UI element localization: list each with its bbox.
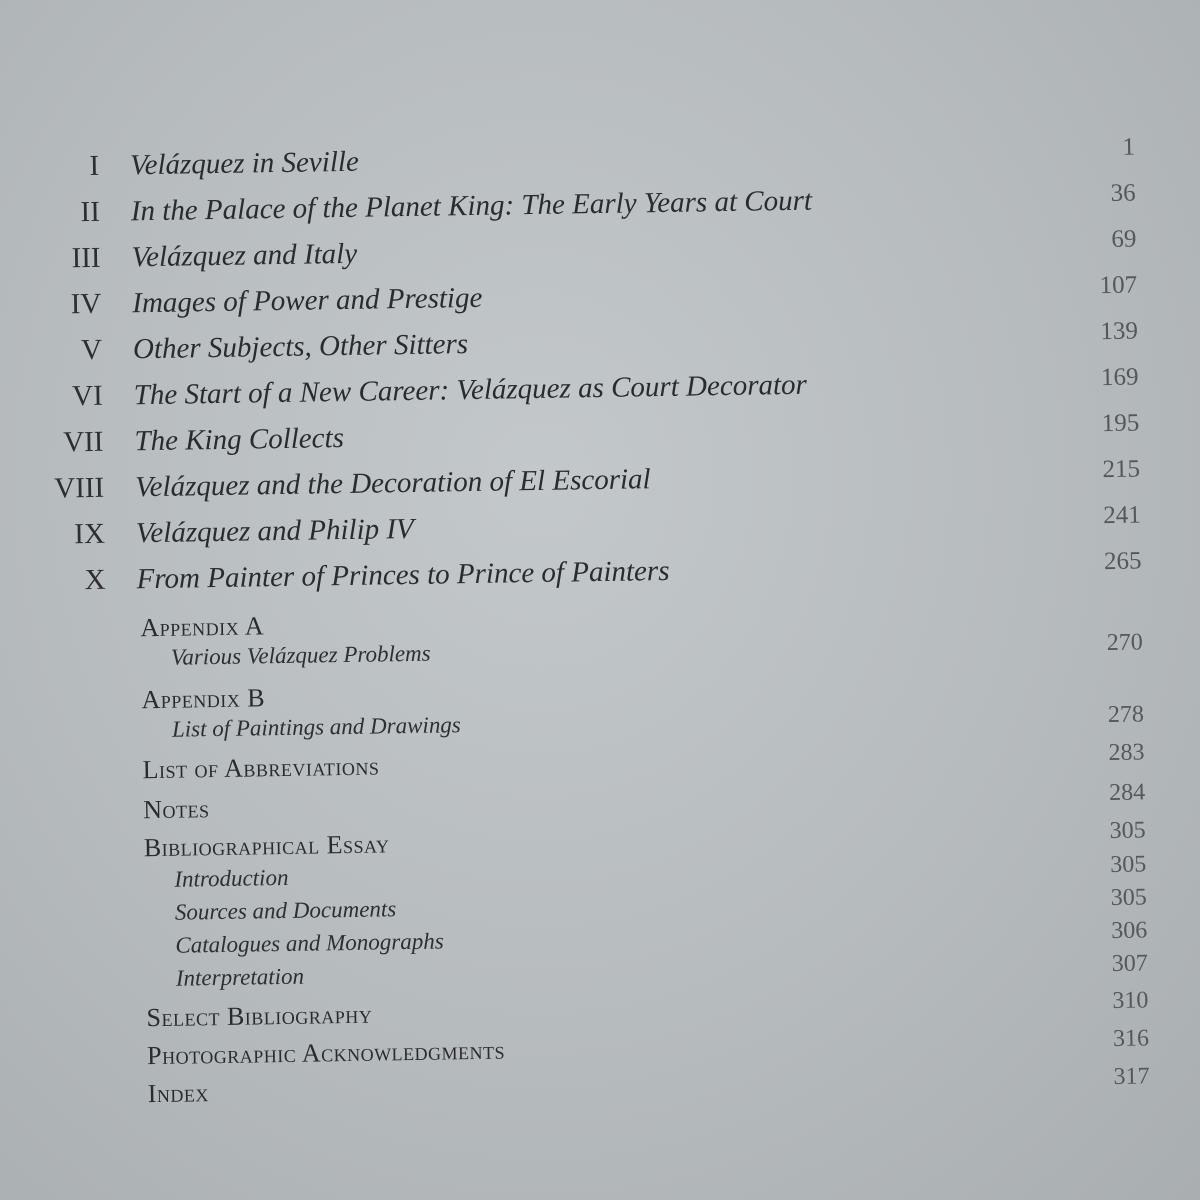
page-number: 307 (1111, 950, 1148, 978)
chapter-number: IV (70, 287, 102, 321)
page-number: 317 (1113, 1063, 1150, 1090)
chapter-title: From Painter of Princes to Prince of Painters (136, 554, 670, 596)
chapter-title: Images of Power and Prestige (132, 281, 483, 320)
essay-section-label: Interpretation (175, 963, 305, 991)
essay-section-label: Sources and Documents (174, 896, 397, 925)
page-number: 305 (1110, 884, 1147, 912)
page-number: 283 (1108, 739, 1145, 767)
appendix-a-subtitle: Various Velázquez Problems (170, 640, 431, 670)
chapter-title: In the Palace of the Planet King: The Early Years at Court (130, 184, 813, 228)
page-number: 306 (1111, 917, 1148, 945)
chapter-title: Velázquez in Seville (129, 145, 360, 182)
page-number: 215 (1102, 455, 1141, 484)
chapter-number: VIII (54, 471, 105, 505)
page-number: 278 (1107, 701, 1145, 729)
page-number: 305 (1110, 851, 1147, 879)
page-number: 241 (1103, 501, 1141, 530)
appendix-a-label: Appendix A (140, 611, 265, 643)
page-number: 69 (1111, 225, 1137, 253)
appendix-b-label: Appendix B (141, 683, 266, 715)
chapter-number: VII (62, 425, 104, 459)
chapter-number: III (71, 241, 101, 275)
page-number: 265 (1103, 547, 1142, 576)
chapter-number: V (80, 333, 103, 367)
essay-section-label: Catalogues and Monographs (175, 928, 444, 958)
appendix-b-subtitle: List of Paintings and Drawings (171, 712, 461, 742)
chapter-number: I (89, 149, 100, 182)
abbreviations-label: List of Abbreviations (142, 751, 380, 785)
page-number: 36 (1110, 179, 1136, 207)
page-number: 270 (1106, 629, 1143, 657)
index-label: Index (147, 1078, 210, 1109)
essay-section-label: Introduction (174, 864, 289, 892)
page-number: 139 (1100, 317, 1139, 346)
page-number: 107 (1099, 271, 1138, 300)
chapter-title: Velázquez and Italy (131, 237, 358, 274)
chapter-number: IX (74, 517, 106, 551)
page-number: 310 (1112, 987, 1149, 1015)
chapter-title: The King Collects (134, 422, 345, 458)
chapter-title: Velázquez and the Decoration of El Escorial (134, 463, 651, 504)
chapter-title: Velázquez and Philip IV (135, 512, 415, 550)
chapter-number: VI (71, 379, 103, 413)
bibliographical-essay-label: Bibliographical Essay (143, 829, 390, 863)
chapter-number: X (84, 563, 106, 597)
page-number: 316 (1112, 1025, 1150, 1052)
page-number: 305 (1109, 817, 1146, 845)
page-number: 169 (1100, 363, 1139, 392)
photo-ack-label: Photographic Acknowledgments (146, 1035, 506, 1071)
notes-label: Notes (143, 794, 210, 825)
page-number: 195 (1101, 409, 1140, 438)
chapter-number: II (80, 195, 101, 229)
select-bibliography-label: Select Bibliography (146, 999, 373, 1033)
chapter-title: The Start of a New Career: Velázquez as Court Decorator (133, 368, 808, 412)
page-number: 284 (1108, 779, 1146, 807)
chapter-title: Other Subjects, Other Sitters (132, 328, 469, 366)
page-number: 1 (1122, 133, 1136, 161)
